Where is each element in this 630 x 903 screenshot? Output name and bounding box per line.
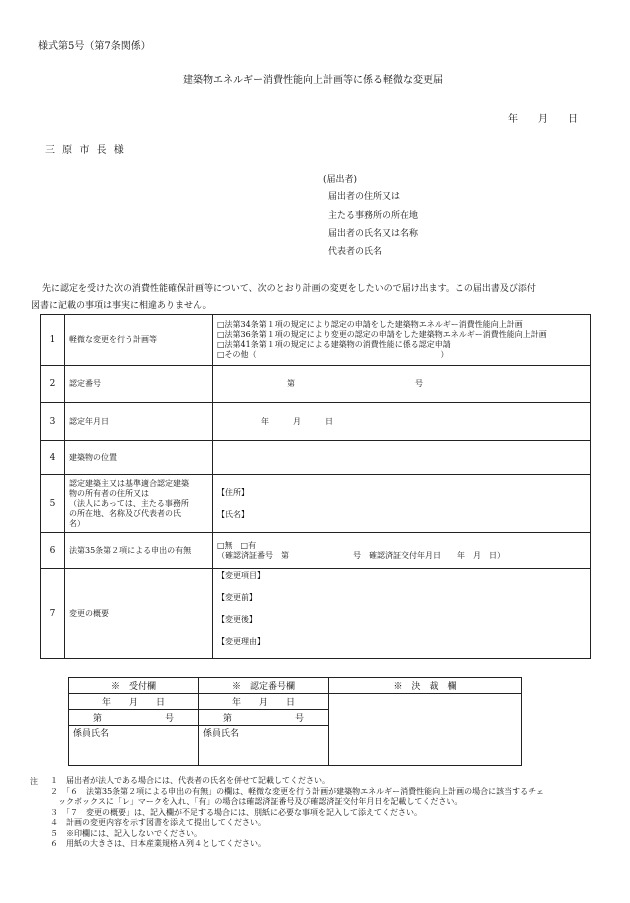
notes-label: 注	[30, 777, 38, 786]
row-label: 軽微な変更を行う計画等	[65, 315, 213, 366]
plan-option[interactable]: □法第34条第１項の規定により認定の申請をした建築物エネルギー消費性能向上計画	[217, 320, 523, 329]
addressee: 三 原 市 長 様	[45, 145, 126, 156]
plan-options[interactable]	[213, 315, 591, 366]
row-label: 認定年月日	[65, 403, 213, 441]
table-row	[41, 366, 591, 403]
owner-name-field[interactable]: 【氏名】	[217, 509, 249, 519]
applicant-rep: 代表者の氏名	[328, 247, 383, 257]
change-form-table	[40, 314, 591, 659]
confirmation-detail[interactable]: （確認済証番号 第 号 確認済証交付年月日 年 月 日）	[217, 550, 505, 560]
certification-date-field[interactable]: 年 月 日	[213, 403, 591, 441]
table-row	[41, 569, 591, 659]
cert-number: 第 号	[199, 710, 329, 726]
row-number: 4	[41, 441, 65, 475]
plan-option-other[interactable]: □その他（ ）	[217, 350, 449, 359]
row-label-line: 物の所有者の住所又は	[69, 488, 149, 498]
change-after-field[interactable]: 【変更後】	[217, 615, 257, 624]
cert-number-header: ※ 認定番号欄	[199, 678, 329, 694]
plan-option[interactable]: □法第41条第１項の規定による建築物の消費性能に係る認定申請	[217, 340, 451, 349]
row-label-line: の所在地、名称及び代表者の氏	[69, 508, 181, 518]
row-label-line: 認定建築主又は基準適合認定建築	[69, 478, 189, 488]
cert-staff: 係員氏名	[199, 726, 329, 766]
plan-option[interactable]: □法第36条第１項の規定により変更の認定の申請をした建築物エネルギー消費性能向上計画	[217, 330, 547, 339]
table-row	[41, 315, 591, 366]
change-before-field[interactable]: 【変更前】	[217, 593, 257, 602]
application-checkboxes[interactable]: □無 □有	[217, 540, 257, 550]
row-label-line: （法人にあっては、主たる事務所	[69, 498, 189, 508]
owner-address-field[interactable]: 【住所】	[217, 487, 249, 497]
cert-date: 年 月 日	[199, 694, 329, 710]
row-label	[65, 475, 213, 533]
row-label: 認定番号	[65, 366, 213, 403]
reception-number: 第 号	[69, 710, 199, 726]
note-item: ２ 「６ 法第35条第２項による申出の有無」の欄は、軽微な変更を行う計画が建築物エネルギー消費性能向上計画の場合に該当するチェ	[50, 786, 544, 796]
row-label: 建築物の位置	[65, 441, 213, 475]
applicant-office: 主たる事務所の所在地	[328, 211, 419, 221]
applicant-label: (届出者)	[323, 175, 358, 185]
note-item: ３ 「７ 変更の概要」は、記入欄が不足する場合には、別紙に必要な事項を記入して添えてください。	[50, 807, 422, 817]
row-label: 変更の概要	[65, 569, 213, 659]
page-title: 建築物エネルギー消費性能向上計画等に係る軽微な変更届	[183, 75, 443, 86]
approval-header: ※ 決 裁 欄	[329, 678, 522, 694]
reception-staff: 係員氏名	[69, 726, 199, 766]
change-item-field[interactable]: 【変更項目】	[217, 571, 265, 580]
note-item: ６ 用紙の大きさは、日本産業規格Ａ列４としてください。	[50, 839, 266, 848]
row-number: 3	[41, 403, 65, 441]
table-row	[41, 403, 591, 441]
date-line: 年 月 日	[508, 114, 578, 125]
intro-line-2: 図書に記載の事項は事実に相違ありません。	[31, 301, 212, 311]
row-number: 7	[41, 569, 65, 659]
row-label-line: 名）	[69, 518, 85, 528]
table-row	[41, 533, 591, 569]
change-reason-field[interactable]: 【変更理由】	[217, 637, 265, 646]
application-fields[interactable]	[213, 533, 591, 569]
note-item: ５ ※印欄には、記入しないでください。	[50, 828, 202, 838]
certification-number-field[interactable]: 第 号	[213, 366, 591, 403]
row-number: 5	[41, 475, 65, 533]
form-number: 様式第5号（第7条関係）	[38, 41, 151, 52]
applicant-name: 届出者の氏名又は名称	[328, 229, 419, 239]
notes-list	[50, 776, 544, 850]
approval-box	[329, 694, 522, 766]
row-label: 法第35条第２項による申出の有無	[65, 533, 213, 569]
row-number: 6	[41, 533, 65, 569]
applicant-address: 届出者の住所又は	[328, 192, 401, 202]
note-item: １ 届出者が法人である場合には、代表者の氏名を併せて記載してください。	[50, 776, 330, 785]
reception-header: ※ 受付欄	[69, 678, 199, 694]
owner-fields[interactable]	[213, 475, 591, 533]
table-row	[41, 441, 591, 475]
intro-line-1: 先に認定を受けた次の消費性能確保計画等について、次のとおり計画の変更をしたいので届け出ます。この届出書及び添付	[42, 284, 536, 294]
change-summary-fields[interactable]	[213, 569, 591, 659]
table-row	[41, 475, 591, 533]
note-item: ックボックスに「レ」マークを入れ、「有」の場合は確認済証番号及び確認済証交付年月日を記載してください。	[50, 797, 463, 806]
row-number: 1	[41, 315, 65, 366]
reception-table	[68, 677, 522, 766]
note-item: ４ 計画の変更内容を示す図書を添えて提出してください。	[50, 818, 266, 827]
reception-date: 年 月 日	[69, 694, 199, 710]
building-location-field[interactable]	[213, 441, 591, 475]
row-number: 2	[41, 366, 65, 403]
